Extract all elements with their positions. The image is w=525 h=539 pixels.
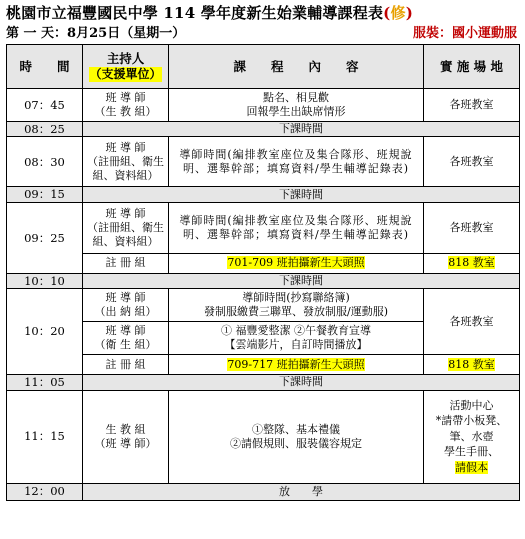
host-line: 組、資料組） bbox=[92, 234, 159, 248]
venue-cell bbox=[424, 390, 520, 483]
content-cell bbox=[169, 89, 424, 122]
host-cell bbox=[83, 89, 169, 122]
host-cell bbox=[83, 289, 169, 322]
dress-code: 服裝：國小運動服 bbox=[412, 26, 517, 41]
photo-session-label: 701-709 班拍攝新生大頭照 bbox=[227, 256, 365, 270]
host-line: 班 導 師 bbox=[105, 141, 146, 155]
table-row bbox=[7, 137, 520, 187]
venue-cell: 各班教室 bbox=[424, 137, 520, 187]
host-cell bbox=[83, 137, 169, 187]
break-cell: 下課時間 bbox=[83, 273, 520, 288]
content-cell bbox=[169, 322, 424, 355]
host-line: （註冊組、衛生 bbox=[87, 220, 164, 234]
host-line: （出 納 組） bbox=[94, 305, 157, 319]
time-cell: 09：25 bbox=[7, 202, 83, 273]
time-cell: 11：05 bbox=[7, 375, 83, 390]
table-header-row bbox=[7, 45, 520, 89]
host-line: 班 導 師 bbox=[105, 291, 146, 305]
venue-cell bbox=[424, 253, 520, 273]
content-line: 發制服繳費三聯單、發放制服/運動服) bbox=[204, 305, 388, 319]
host-cell: 註 冊 組 bbox=[83, 355, 169, 375]
content-cell bbox=[169, 390, 424, 483]
time-cell: 10：20 bbox=[7, 289, 83, 375]
venue-cell: 各班教室 bbox=[424, 202, 520, 253]
venue-line-highlight: 請假本 bbox=[455, 460, 488, 474]
table-row bbox=[7, 202, 520, 253]
content-line: 點名、相見歡 bbox=[263, 91, 329, 105]
host-cell: 註 冊 組 bbox=[83, 253, 169, 273]
venue-line: 活動中心 bbox=[449, 399, 494, 413]
time-cell: 10：10 bbox=[7, 273, 83, 288]
time-cell: 08：30 bbox=[7, 137, 83, 187]
col-header-host-sub: （支援單位） bbox=[89, 67, 162, 82]
break-row bbox=[7, 122, 520, 137]
page-title: 桃園市立福豐國民中學 114 學年度新生始業輔導課程表(修) bbox=[6, 4, 413, 22]
content-line: 【雲端影片，自訂時間播放】 bbox=[224, 338, 368, 352]
break-cell: 下課時間 bbox=[83, 187, 520, 202]
host-line: 班 導 師 bbox=[105, 324, 146, 338]
table-row bbox=[7, 289, 520, 322]
time-cell: 08：25 bbox=[7, 122, 83, 137]
content-line: 回報學生出缺席情形 bbox=[246, 105, 346, 118]
host-line: 班 導 師 bbox=[105, 91, 146, 105]
col-header-content: 課 程 內 容 bbox=[169, 45, 424, 89]
venue-cell bbox=[424, 355, 520, 375]
host-line: 組、資料組） bbox=[92, 168, 159, 182]
host-cell bbox=[83, 202, 169, 253]
content-cell: 導師時間(編排教室座位及集合隊形、班規說明、選舉幹部；填寫資料/學生輔導記錄表) bbox=[169, 137, 424, 187]
break-row bbox=[7, 273, 520, 288]
content-line: ①整隊、基本禮儀 bbox=[252, 422, 340, 436]
col-header-time: 時 間 bbox=[7, 45, 83, 89]
dismissal-row bbox=[7, 483, 520, 500]
content-line: 導師時間(抄寫聯絡簿) bbox=[242, 291, 350, 305]
time-cell: 12：00 bbox=[7, 483, 83, 500]
content-cell: 導師時間(編排教室座位及集合隊形、班規說明、選舉幹部；填寫資料/學生輔導記錄表) bbox=[169, 202, 424, 253]
col-header-host bbox=[83, 45, 169, 89]
table-row bbox=[7, 390, 520, 483]
content-cell bbox=[169, 355, 424, 375]
host-line: （班 導 師） bbox=[94, 436, 157, 450]
photo-room-label: 818 教室 bbox=[448, 256, 495, 270]
host-line: （註冊組、衛生 bbox=[87, 155, 164, 168]
break-cell: 下課時間 bbox=[83, 122, 520, 137]
break-row bbox=[7, 375, 520, 390]
host-cell bbox=[83, 390, 169, 483]
venue-line: *請帶小板凳、 bbox=[435, 414, 508, 428]
venue-cell: 各班教室 bbox=[424, 89, 520, 122]
venue-line: 學生手冊、 bbox=[444, 445, 499, 459]
dismissal-cell: 放 學 bbox=[83, 483, 520, 500]
host-cell bbox=[83, 322, 169, 355]
content-line: ① 福豐愛整潔 ②午餐教育宣導 bbox=[221, 324, 371, 338]
content-cell bbox=[169, 289, 424, 322]
content-cell bbox=[169, 253, 424, 273]
host-line: （衛 生 組） bbox=[94, 338, 157, 352]
venue-cell: 各班教室 bbox=[424, 289, 520, 355]
host-line: 班 導 師 bbox=[105, 207, 146, 221]
content-line: ②請假規則、服裝儀容規定 bbox=[230, 436, 362, 450]
time-cell: 11：15 bbox=[7, 390, 83, 483]
host-line: 生 教 組 bbox=[105, 422, 146, 436]
break-cell: 下課時間 bbox=[83, 375, 520, 390]
time-cell: 07：45 bbox=[7, 89, 83, 122]
host-line: （生 教 組） bbox=[94, 105, 157, 118]
break-row bbox=[7, 187, 520, 202]
photo-room-label: 818 教室 bbox=[448, 357, 495, 371]
table-row bbox=[7, 355, 520, 375]
schedule-table bbox=[6, 44, 520, 501]
time-cell: 09：15 bbox=[7, 187, 83, 202]
table-row bbox=[7, 89, 520, 122]
photo-session-label: 709-717 班拍攝新生大頭照 bbox=[227, 357, 365, 371]
day-label: 第 一 天：8月25日（星期一） bbox=[6, 26, 186, 41]
table-row bbox=[7, 253, 520, 273]
col-header-host-label: 主持人 bbox=[106, 50, 145, 66]
venue-line: 筆、水壺 bbox=[449, 429, 494, 443]
col-header-venue: 實 施 場 地 bbox=[424, 45, 520, 89]
